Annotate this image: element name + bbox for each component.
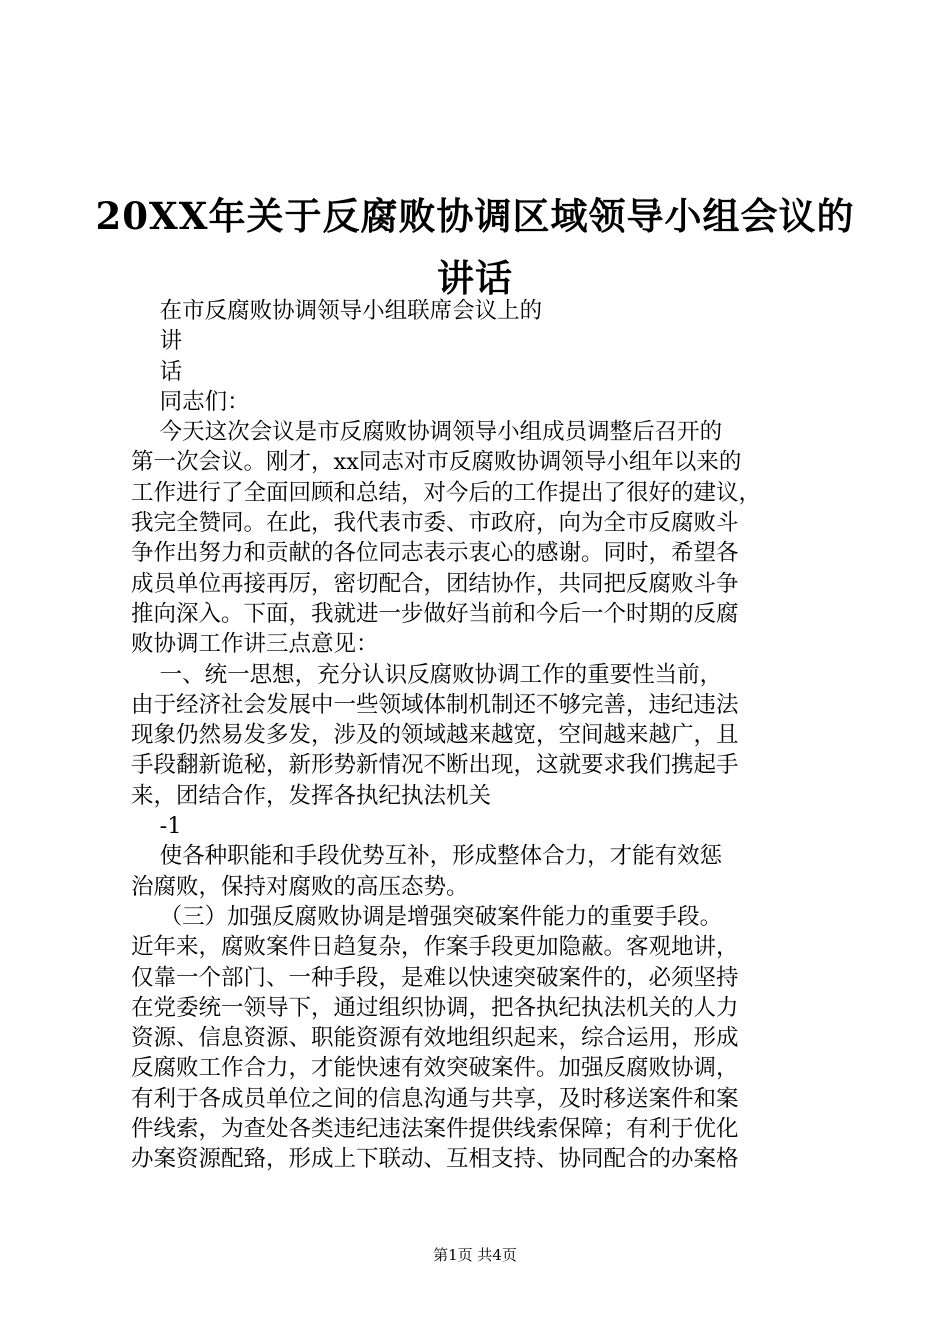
document-title-line-1: 20XX年关于反腐败协调区域领导小组会议的 [95,194,855,238]
body-text-line: 件线索，为查处各类违纪违法案件提供线索保障；有利于优化 [131,1116,739,1143]
body-text-line: 现象仍然易发多发，涉及的领域越来越宽，空间越来越广，且 [131,722,739,749]
body-text-line: -1 [131,813,182,840]
body-text-line: 由于经济社会发展中一些领域体制机制还不够完善，违纪违法 [131,691,739,718]
body-text-line: 工作进行了全面回顾和总结，对今后的工作提出了很好的建议， [131,479,762,506]
body-text-line: 有利于各成员单位之间的信息沟通与共享，及时移送案件和案 [131,1085,739,1112]
body-text-line: 一、统一思想，充分认识反腐败协调工作的重要性当前， [131,661,723,688]
body-text-line: 今天这次会议是市反腐败协调领导小组成员调整后召开的 [131,419,723,446]
body-text-line: 在党委统一领导下，通过组织协调，把各执纪执法机关的人力 [131,994,739,1021]
body-text-line: 资源、信息资源、职能资源有效地组织起来，综合运用，形成 [131,1025,739,1052]
body-text-line: 在市反腐败协调领导小组联席会议上的 [131,298,543,324]
body-text-line: （三）加强反腐败协调是增强突破案件能力的重要手段。 [131,903,723,930]
body-text-line: 手段翻新诡秘，新形势新情况不断出现，这就要求我们携起手 [131,752,739,779]
body-text-line: 使各种职能和手段优势互补，形成整体合力，才能有效惩 [131,843,723,870]
body-text-line: 成员单位再接再厉，密切配合，团结协作，共同把反腐败斗争 [131,570,739,597]
body-text-line: 同志们： [131,388,250,415]
body-text-line: 反腐败工作合力，才能快速有效突破案件。加强反腐败协调， [131,1055,739,1082]
body-text-line: 话 [131,358,183,385]
body-text-line: 讲 [131,328,183,355]
body-text-line: 治腐败，保持对腐败的高压态势。 [131,873,469,900]
body-text-line: 争作出努力和贡献的各位同志表示衷心的感谢。同时，希望各 [131,540,739,567]
body-text-line: 仅靠一个部门、一种手段，是难以快速突破案件的，必须坚持 [131,964,739,991]
body-text-line: 近年来，腐败案件日趋复杂，作案手段更加隐蔽。客观地讲， [131,934,739,961]
body-text-line: 我完全赞同。在此，我代表市委、市政府，向为全市反腐败斗 [131,510,739,537]
page-footer: 第1页 共4页 [433,1246,517,1264]
document-title-line-2: 讲话 [437,256,513,300]
body-text-line: 办案资源配臵，形成上下联动、互相支持、协同配合的办案格 [131,1146,739,1173]
body-text-line: 第一次会议。刚才，xx同志对市反腐败协调领导小组年以来的 [131,449,742,476]
body-text-line: 来，团结合作，发挥各执纪执法机关 [131,782,492,809]
document-body [131,296,831,1175]
body-text-line: 败协调工作讲三点意见： [131,631,379,658]
body-text-line: 推向深入。下面，我就进一步做好当前和今后一个时期的反腐 [131,600,739,627]
